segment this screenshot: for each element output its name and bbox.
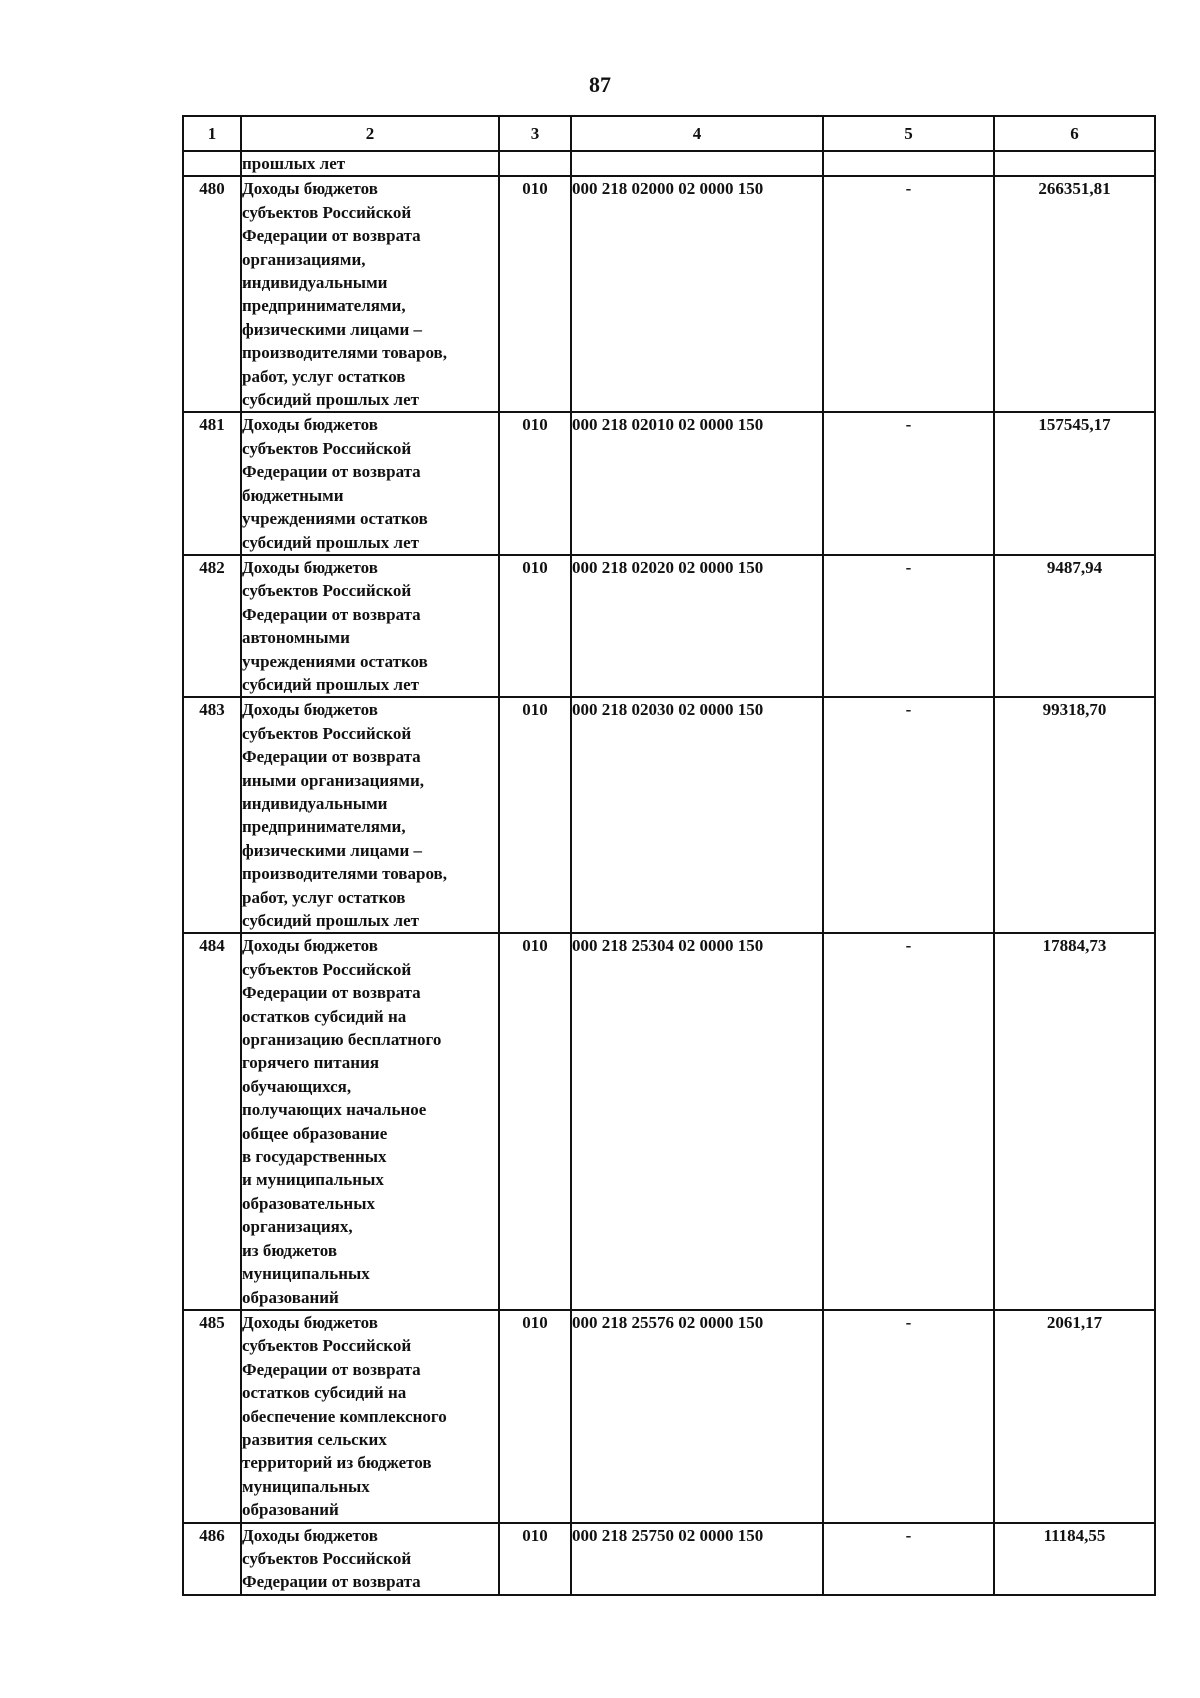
table-body	[183, 151, 1155, 1595]
cell-code: 010	[499, 697, 571, 933]
cell-code	[499, 151, 571, 176]
cell-description	[241, 1310, 499, 1523]
cell-amount: 266351,81	[994, 176, 1155, 412]
description-line: производителями товаров,	[242, 864, 447, 884]
cell-code: 010	[499, 1523, 571, 1595]
cell-num: 486	[183, 1523, 241, 1595]
cell-amount: 17884,73	[994, 933, 1155, 1310]
cell-col5: -	[823, 1310, 994, 1523]
table-row	[183, 1310, 1155, 1523]
cell-col5: -	[823, 176, 994, 412]
description-line: субсидий прошлых лет	[242, 390, 419, 410]
description-line: бюджетными	[242, 485, 344, 505]
description-line: иными организациями,	[242, 770, 424, 790]
description-line: в государственных	[242, 1147, 387, 1167]
cell-amount: 2061,17	[994, 1310, 1155, 1523]
cell-description	[241, 412, 499, 554]
description-line: автономными	[242, 628, 350, 648]
cell-amount: 9487,94	[994, 555, 1155, 697]
description-line: субсидий прошлых лет	[242, 532, 419, 552]
description-line: учреждениями остатков	[242, 509, 428, 529]
description-line: Федерации от возврата	[242, 604, 421, 624]
description-line: горячего питания	[242, 1053, 380, 1073]
table-row	[183, 933, 1155, 1310]
description-line: организациями,	[242, 249, 366, 269]
cell-description	[241, 555, 499, 697]
header-col-1: 1	[183, 116, 241, 151]
cell-col5	[823, 151, 994, 176]
description-line: Федерации от возврата	[242, 1359, 421, 1379]
cell-kbk: 000 218 02010 02 0000 150	[571, 412, 823, 554]
description-line: образований	[242, 1500, 339, 1520]
continuation-row	[183, 151, 1155, 176]
description-line: субъектов Российской	[242, 1548, 412, 1568]
cell-num: 484	[183, 933, 241, 1310]
description-line: Федерации от возврата	[242, 747, 421, 767]
description-line: физическими лицами –	[242, 840, 423, 860]
description-line: предпринимателями,	[242, 817, 406, 837]
cell-code: 010	[499, 933, 571, 1310]
description-line: Федерации от возврата	[242, 1572, 421, 1592]
cell-code: 010	[499, 176, 571, 412]
cell-code: 010	[499, 1310, 571, 1523]
cell-description	[241, 933, 499, 1310]
description-line: Федерации от возврата	[242, 462, 421, 482]
cell-col5: -	[823, 933, 994, 1310]
cell-kbk: 000 218 25304 02 0000 150	[571, 933, 823, 1310]
description-line: Федерации от возврата	[242, 983, 421, 1003]
header-col-2: 2	[241, 116, 499, 151]
cell-num: 481	[183, 412, 241, 554]
cell-code: 010	[499, 555, 571, 697]
header-col-4: 4	[571, 116, 823, 151]
page-number: 87	[589, 72, 611, 97]
description-line: организацию бесплатного	[242, 1030, 442, 1050]
cell-num: 482	[183, 555, 241, 697]
description-line: работ, услуг остатков	[242, 366, 406, 386]
cell-description	[241, 176, 499, 412]
cell-col5: -	[823, 555, 994, 697]
cell-num: 485	[183, 1310, 241, 1523]
cell-num	[183, 151, 241, 176]
description-line: субъектов Российской	[242, 202, 412, 222]
cell-kbk: 000 218 02020 02 0000 150	[571, 555, 823, 697]
description-line: предпринимателями,	[242, 296, 406, 316]
table-row	[183, 555, 1155, 697]
description-line: и муниципальных	[242, 1170, 384, 1190]
description-line: Доходы бюджетов	[242, 1312, 378, 1332]
cell-kbk	[571, 151, 823, 176]
description-line: субъектов Российской	[242, 581, 412, 601]
budget-table	[182, 115, 1156, 1596]
cell-description	[241, 697, 499, 933]
cell-col5: -	[823, 697, 994, 933]
description-line: из бюджетов	[242, 1240, 338, 1260]
cell-kbk: 000 218 02030 02 0000 150	[571, 697, 823, 933]
cell-amount: 99318,70	[994, 697, 1155, 933]
cell-num: 480	[183, 176, 241, 412]
cell-kbk: 000 218 25576 02 0000 150	[571, 1310, 823, 1523]
description-line: субъектов Российской	[242, 438, 412, 458]
description-line: муниципальных	[242, 1264, 370, 1284]
header-row	[183, 116, 1155, 151]
description-line: учреждениями остатков	[242, 651, 428, 671]
description-line: Доходы бюджетов	[242, 179, 378, 199]
cell-col5: -	[823, 412, 994, 554]
description-line: субсидий прошлых лет	[242, 674, 419, 694]
description-line: субъектов Российской	[242, 959, 412, 979]
description-line: Доходы бюджетов	[242, 936, 378, 956]
description-line: индивидуальными	[242, 273, 388, 293]
description-line: субъектов Российской	[242, 723, 412, 743]
description-line: остатков субсидий на	[242, 1006, 407, 1026]
description-line: получающих начальное	[242, 1100, 427, 1120]
cell-col5: -	[823, 1523, 994, 1595]
cell-num: 483	[183, 697, 241, 933]
description-line: территорий из бюджетов	[242, 1453, 432, 1473]
description-line: образований	[242, 1287, 339, 1307]
description-line: работ, услуг остатков	[242, 887, 406, 907]
description-line: организациях,	[242, 1217, 353, 1237]
table-row	[183, 1523, 1155, 1595]
cell-description	[241, 1523, 499, 1595]
description-line: муниципальных	[242, 1476, 370, 1496]
header-col-5: 5	[823, 116, 994, 151]
table-row	[183, 176, 1155, 412]
description-line: прошлых лет	[242, 154, 346, 173]
description-line: Доходы бюджетов	[242, 557, 378, 577]
cell-code: 010	[499, 412, 571, 554]
description-line: остатков субсидий на	[242, 1383, 407, 1403]
description-line: индивидуальными	[242, 793, 388, 813]
description-line: образовательных	[242, 1193, 375, 1213]
cell-amount	[994, 151, 1155, 176]
cell-amount: 157545,17	[994, 412, 1155, 554]
description-line: Доходы бюджетов	[242, 415, 378, 435]
table-row	[183, 412, 1155, 554]
description-line: Федерации от возврата	[242, 226, 421, 246]
description-line: субсидий прошлых лет	[242, 911, 419, 930]
description-line: субъектов Российской	[242, 1336, 412, 1356]
description-line: Доходы бюджетов	[242, 1525, 378, 1545]
description-line: Доходы бюджетов	[242, 700, 378, 720]
description-line: общее образование	[242, 1123, 388, 1143]
description-line: обеспечение комплексного	[242, 1406, 447, 1426]
cell-kbk: 000 218 02000 02 0000 150	[571, 176, 823, 412]
cell-description	[241, 151, 499, 176]
header-col-6: 6	[994, 116, 1155, 151]
cell-kbk: 000 218 25750 02 0000 150	[571, 1523, 823, 1595]
cell-amount: 11184,55	[994, 1523, 1155, 1595]
table-header	[183, 116, 1155, 151]
description-line: развития сельских	[242, 1429, 387, 1449]
description-line: производителями товаров,	[242, 343, 447, 363]
header-col-3: 3	[499, 116, 571, 151]
description-line: физическими лицами –	[242, 319, 423, 339]
description-line: обучающихся,	[242, 1076, 352, 1096]
table-row	[183, 697, 1155, 933]
